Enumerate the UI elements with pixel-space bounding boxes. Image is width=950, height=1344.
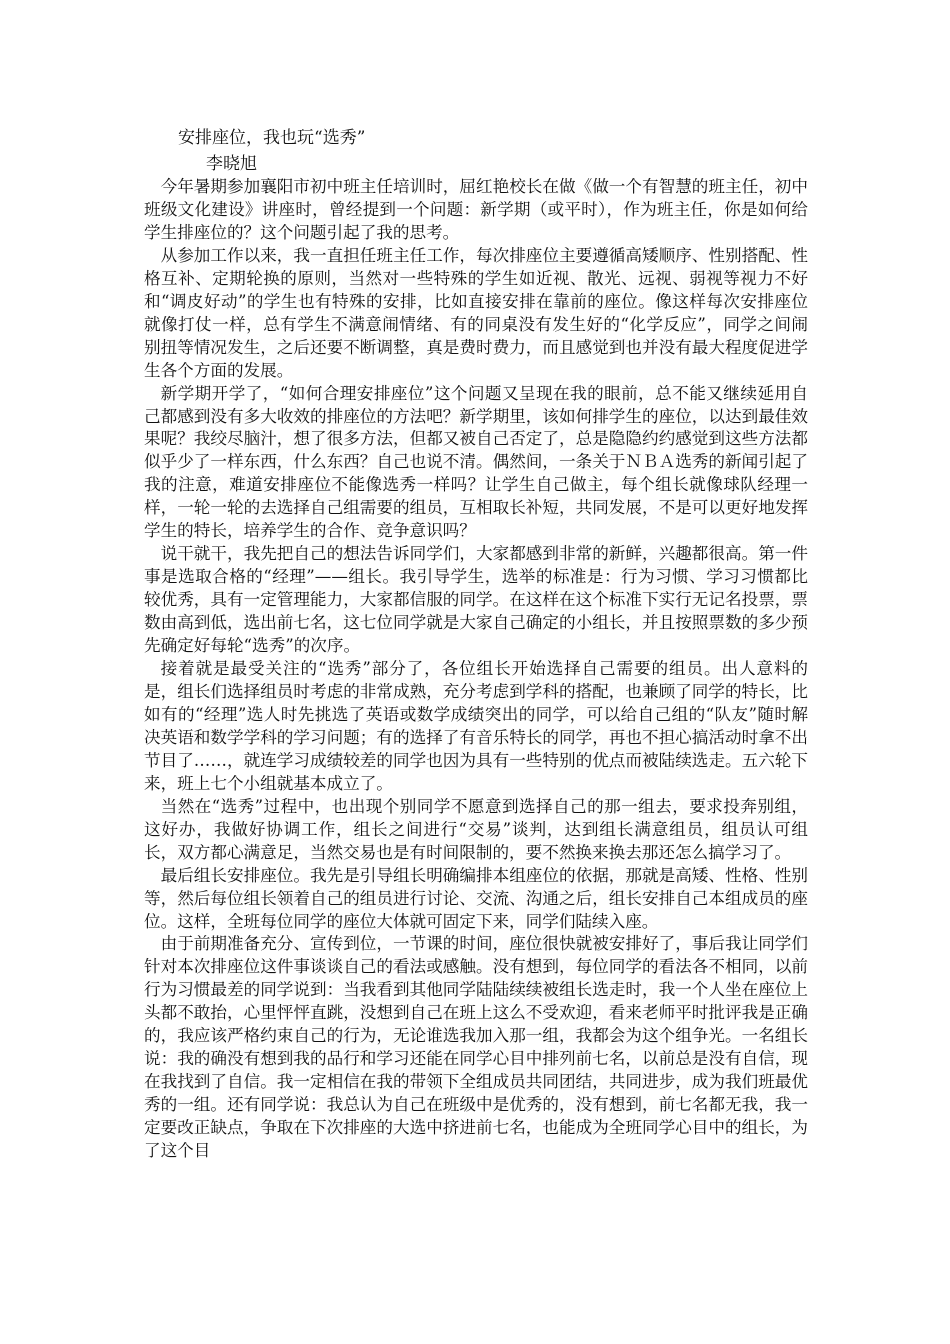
- document-body: [144, 176, 808, 1163]
- paragraph: 说干就干，我先把自己的想法告诉同学们，大家都感到非常的新鲜，兴趣都很高。第一件事是选取合格的“经理”——组长。我引导学生，选举的标准是：行为习惯、学习习惯都比较优秀，具有一定管理能力，大家都信服的同学。在这样在这个标准下实行无记名投票，票数由高到低，选出前七名，这七位同学就是大家自己确定的小组长，并且按照票数的多少预先确定好每轮“选秀”的次序。: [144, 544, 808, 656]
- paragraph: 从参加工作以来，我一直担任班主任工作，每次排座位主要遵循高矮顺序、性别搭配、性格互补、定期轮换的原则，当然对一些特殊的学生如近视、散光、远视、弱视等视力不好和“调皮好动”的学生也有特殊的安排，比如直接安排在靠前的座位。像这样每次安排座位就像打仗一样，总有学生不满意闹情绪、有的同桌没有发生好的“化学反应”，同学之间闹别扭等情况发生，之后还要不断调整，真是费时费力，而且感觉到也并没有最大程度促进学生各个方面的发展。: [144, 245, 808, 380]
- paragraph: 当然在“选秀”过程中，也出现个别同学不愿意到选择自己的那一组去，要求投奔别组，这好办，我做好协调工作，组长之间进行“交易”谈判，达到组长满意组员，组员认可组长，双方都心满意足，当然交易也是有时间限制的，要不然换来换去那还怎么搞学习了。: [144, 796, 808, 862]
- paragraph: 最后组长安排座位。我先是引导组长明确编排本组座位的依据，那就是高矮、性格、性别等，然后每位组长领着自己的组员进行讨论、交流、沟通之后，组长安排自己本组成员的座位。这样，全班每位同学的座位大体就可固定下来，同学们陆续入座。: [144, 865, 808, 931]
- document-title: 安排座位，我也玩“选秀”: [178, 128, 366, 148]
- paragraph: 新学期开学了，“如何合理安排座位”这个问题又呈现在我的眼前，总不能又继续延用自己都感到没有多大收效的排座位的方法吧？新学期里，该如何排学生的座位，以达到最佳效果呢？我绞尽脑汁，想了很多方法，但都又被自己否定了，总是隐隐约约感觉到这些方法都似乎少了一样东西，什么东西？自己也说不清。偶然间，一条关于ＮＢＡ选秀的新闻引起了我的注意，难道安排座位不能像选秀一样吗？让学生自己做主，每个组长就像球队经理一样，一轮一轮的去选择自己组需要的组员，互相取长补短，共同发展，不是可以更好地发挥学生的特长，培养学生的合作、竞争意识吗？: [144, 383, 808, 541]
- paragraph: 由于前期准备充分、宣传到位，一节课的时间，座位很快就被安排好了，事后我让同学们针对本次排座位这件事谈谈自己的看法或感触。没有想到，每位同学的看法各不相同，以前行为习惯最差的同学说到：当我看到其他同学陆陆续续被组长选走时，我一个人坐在座位上头都不敢抬，心里怦怦直跳，没想到自己在班上这么不受欢迎，看来老师平时批评我是正确的，我应该严格约束自己的行为，无论谁选我加入那一组，我都会为这个组争光。一名组长说：我的确没有想到我的品行和学习还能在同学心目中排列前七名，以前总是没有自信，现在我找到了自信。我一定相信在我的带领下全组成员共同团结，共同进步，成为我们班最优秀的一组。还有同学说：我总认为自己在班级中是优秀的，没有想到，前七名都无我，我一定要改正缺点，争取在下次排座的大选中挤进前七名，也能成为全班同学心目中的组长，为了这个目: [144, 934, 808, 1161]
- document-author: 李晓旭: [206, 154, 257, 174]
- paragraph: 今年暑期参加襄阳市初中班主任培训时，屈红艳校长在做《做一个有智慧的班主任，初中班级文化建设》讲座时，曾经提到一个问题：新学期（或平时），作为班主任，你是如何给学生排座位的？这个问题引起了我的思考。: [144, 177, 808, 242]
- paragraph: 接着就是最受关注的“选秀”部分了，各位组长开始选择自己需要的组员。出人意料的是，组长们选择组员时考虑的非常成熟，充分考虑到学科的搭配，也兼顾了同学的特长，比如有的“经理”选人时先挑选了英语或数学成绩突出的同学，可以给自己组的“队友”随时解决英语和数学学科的学习问题；有的选择了有音乐特长的同学，再也不担心搞活动时拿不出节目了……，就连学习成绩较差的同学也因为具有一些特别的优点而被陆续选走。五六轮下来，班上七个小组就基本成立了。: [144, 659, 808, 793]
